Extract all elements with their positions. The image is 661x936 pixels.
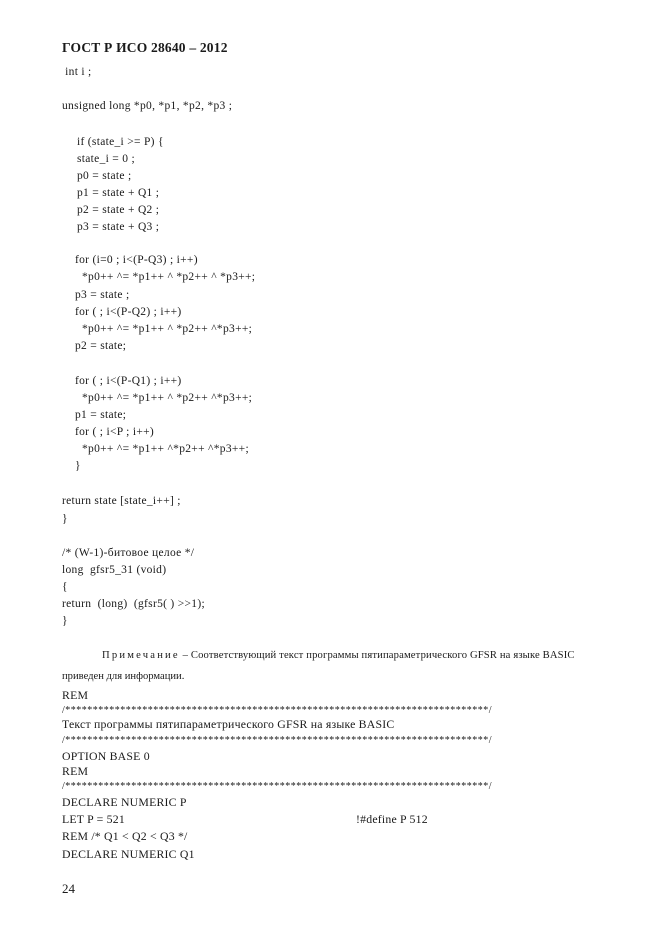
- code-line: *p0++ ^= *p1++ ^ *p2++ ^*p3++;: [82, 323, 253, 335]
- code-line: return state [state_i++] ;: [62, 495, 181, 507]
- comment-separator: /*****************************************************************************/: [62, 735, 493, 746]
- code-line: p1 = state + Q1 ;: [77, 187, 160, 199]
- code-line: }: [62, 513, 68, 525]
- note-label: Примечание: [102, 650, 180, 661]
- basic-line: REM: [62, 764, 89, 778]
- basic-line: LET P = 521: [62, 812, 125, 826]
- code-line: {: [62, 581, 68, 593]
- document-header: ГОСТ Р ИСО 28640 – 2012: [62, 40, 228, 55]
- code-line: p2 = state + Q2 ;: [77, 204, 160, 216]
- code-line: unsigned long *p0, *p1, *p2, *p3 ;: [62, 100, 233, 112]
- code-line: return (long) (gfsr5( ) >>1);: [62, 598, 205, 610]
- code-line: long gfsr5_31 (void): [62, 564, 167, 576]
- code-line: *p0++ ^= *p1++ ^*p2++ ^*p3++;: [82, 443, 249, 455]
- code-line: for ( ; i<P ; i++): [75, 426, 155, 438]
- basic-line: REM: [62, 688, 89, 702]
- basic-line: OPTION BASE 0: [62, 749, 150, 763]
- code-line: *p0++ ^= *p1++ ^ *p2++ ^ *p3++;: [82, 271, 256, 283]
- code-line: p2 = state;: [75, 340, 127, 352]
- code-line: for ( ; i<(P-Q1) ; i++): [75, 375, 182, 387]
- comment-separator: /*****************************************************************************/: [62, 781, 493, 792]
- basic-line: DECLARE NUMERIC Q1: [62, 847, 195, 861]
- code-line: for ( ; i<(P-Q2) ; i++): [75, 306, 182, 318]
- code-line: for (i=0 ; i<(P-Q3) ; i++): [75, 254, 198, 266]
- page-number: 24: [62, 881, 75, 896]
- code-line: p3 = state ;: [75, 289, 130, 301]
- comment-separator: /*****************************************************************************/: [62, 705, 493, 716]
- code-line: if (state_i >= P) {: [77, 136, 164, 148]
- code-line: }: [62, 615, 68, 627]
- code-line: }: [75, 460, 81, 472]
- code-line: /* (W-1)-битовое целое */: [62, 547, 195, 559]
- code-line: p3 = state + Q3 ;: [77, 221, 160, 233]
- code-line: *p0++ ^= *p1++ ^ *p2++ ^*p3++;: [82, 392, 253, 404]
- note-text-line2: приведен для информации.: [62, 671, 185, 682]
- note-paragraph: [102, 650, 575, 661]
- basic-line: DECLARE NUMERIC P: [62, 795, 187, 809]
- basic-line: REM /* Q1 < Q2 < Q3 */: [62, 829, 188, 843]
- code-line: p0 = state ;: [77, 170, 132, 182]
- code-line: state_i = 0 ;: [77, 153, 135, 165]
- code-line: int i ;: [62, 66, 92, 78]
- basic-line: Текст программы пятипараметрического GFSR на языке BASIC: [62, 717, 395, 731]
- note-text-line1: – Соответствующий текст программы пятипараметрического GFSR на языке BASIC: [179, 650, 575, 661]
- basic-line: !#define P 512: [356, 812, 428, 826]
- code-line: p1 = state;: [75, 409, 127, 421]
